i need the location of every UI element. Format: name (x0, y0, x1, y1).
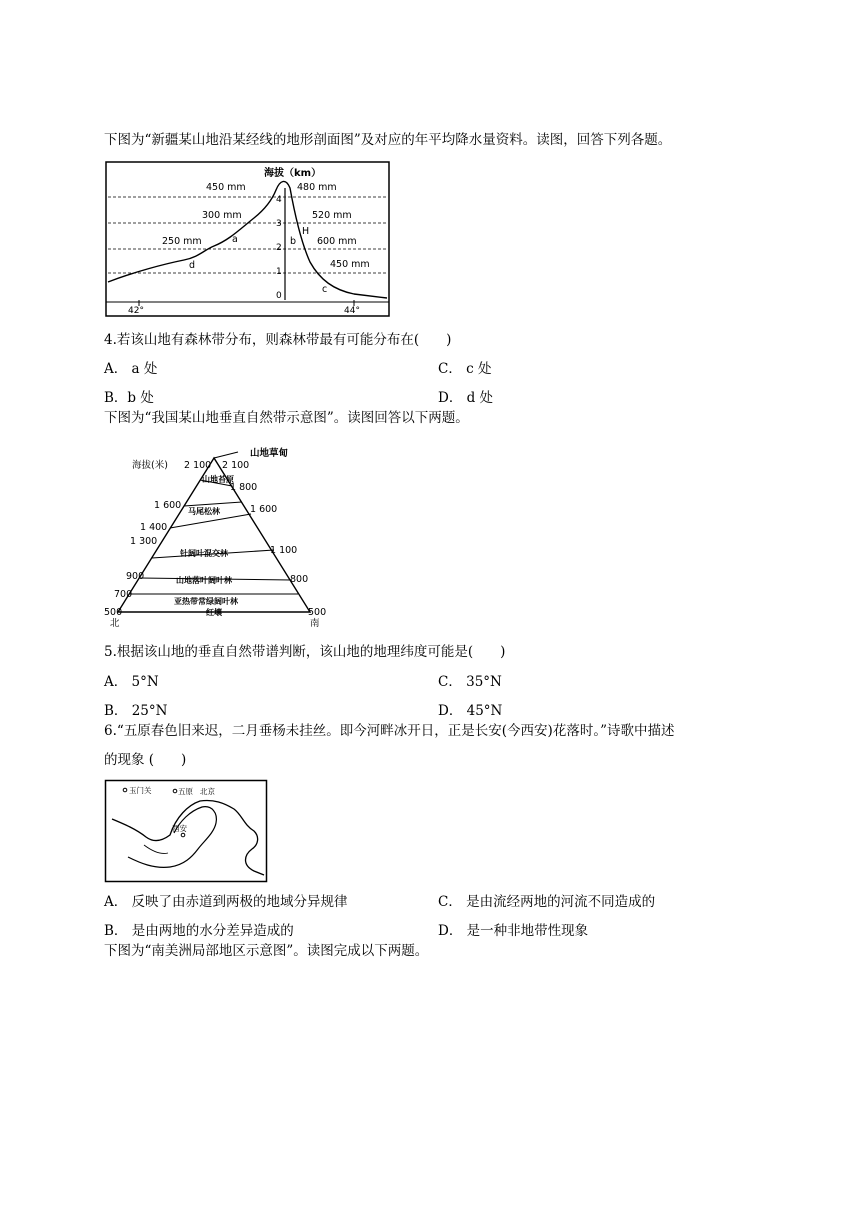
map-label: 西安 (172, 824, 187, 833)
point-label: c (322, 284, 328, 295)
right-value: 1 100 (270, 545, 298, 556)
left-value: 1 300 (130, 536, 158, 547)
right-value: 1 800 (230, 482, 258, 493)
y-tick: 4 (276, 195, 282, 205)
q6-stem-line2: 的现象 ( ) (104, 752, 187, 768)
q5-option-b[interactable]: B． 25°N (104, 703, 168, 719)
terrain-profile-figure (104, 160, 392, 318)
zone-label: 山地落叶阔叶林 (176, 576, 232, 585)
fig1-title: 海拔（km） (264, 168, 322, 179)
precip-label: 250 mm (162, 236, 202, 247)
x-tick: 44° (344, 306, 360, 316)
precip-label: 600 mm (317, 236, 357, 247)
y-tick: 0 (276, 291, 282, 301)
zone-label: 亚热带常绿阔叶林 (174, 597, 238, 606)
right-value: 1 600 (250, 504, 278, 515)
map-coastline (112, 800, 264, 875)
point-label: b (290, 236, 297, 247)
point-label: d (189, 260, 196, 271)
y-tick: 2 (276, 243, 282, 253)
q4-option-d[interactable]: D． d 处 (438, 390, 494, 406)
y-tick: 3 (276, 219, 282, 229)
q7-intro: 下图为“南美洲局部地区示意图”。读图完成以下两题。 (104, 943, 429, 959)
q4-option-b[interactable]: B．b 处 (104, 390, 154, 406)
q5-option-c[interactable]: C． 35°N (438, 674, 502, 690)
map-river (128, 807, 216, 868)
map-label: 北京 (200, 787, 215, 796)
precip-label: 450 mm (206, 182, 246, 193)
point-label: a (232, 234, 238, 245)
q4-intro: 下图为“新疆某山地沿某经线的地形剖面图”及对应的年平均降水量资料。读图，回答下列各题。 (104, 132, 672, 148)
zone-label: 马尾松林 (188, 507, 220, 516)
q4-option-a[interactable]: A． a 处 (104, 361, 158, 377)
north-label: 北 (110, 618, 120, 629)
vertical-zonation-figure (104, 440, 340, 630)
x-tick: 42° (128, 306, 144, 316)
q6-option-a[interactable]: A． 反映了由赤道到两极的地域分异规律 (104, 894, 348, 910)
zone-label: 山地苔原 (202, 475, 234, 484)
south-label: 南 (310, 618, 320, 629)
q6-stem-line1: 6.“五原春色旧来迟，二月垂杨未挂丝。即今河畔冰开日，正是长安(今西安)花落时。”诗歌中描述 (104, 723, 675, 739)
right-value: 800 (290, 574, 309, 585)
y-tick: 1 (276, 267, 282, 277)
axis-label: 海拔(米) (132, 460, 168, 471)
left-value: 500 (104, 607, 123, 618)
precip-label: 520 mm (312, 210, 352, 221)
zone-label: 针阔叶混交林 (180, 549, 228, 558)
left-value: 1 400 (140, 522, 168, 533)
right-value: 500 (308, 607, 327, 618)
q6-option-b[interactable]: B． 是由两地的水分差异造成的 (104, 923, 294, 939)
precip-label: 480 mm (297, 182, 337, 193)
zone-label: 红壤 (206, 608, 222, 617)
map-label: 玉门关 (129, 786, 152, 795)
q4-option-c[interactable]: C． c 处 (438, 361, 492, 377)
left-value: 1 600 (154, 500, 182, 511)
q6-option-c[interactable]: C． 是由流经两地的河流不同造成的 (438, 894, 656, 910)
point-label: H (302, 226, 310, 237)
right-value: 2 100 (222, 460, 250, 471)
top-zone-label: 山地草甸 (250, 448, 289, 459)
china-map-figure (104, 779, 268, 883)
map-label: 五原 (178, 787, 193, 796)
q5-option-d[interactable]: D． 45°N (438, 703, 503, 719)
left-value: 2 100 (184, 460, 212, 471)
left-value: 700 (114, 589, 133, 600)
left-value: 900 (126, 571, 145, 582)
precip-label: 300 mm (202, 210, 242, 221)
precip-label: 450 mm (330, 259, 370, 270)
q4-stem: 4.若该山地有森林带分布，则森林带最有可能分布在( ) (104, 332, 452, 348)
q5-option-a[interactable]: A． 5°N (104, 674, 159, 690)
q5-intro: 下图为“我国某山地垂直自然带示意图”。读图回答以下两题。 (104, 410, 469, 426)
q6-option-d[interactable]: D． 是一种非地带性现象 (438, 923, 589, 939)
q5-stem: 5.根据该山地的垂直自然带谱判断，该山地的地理纬度可能是( ) (104, 644, 506, 660)
